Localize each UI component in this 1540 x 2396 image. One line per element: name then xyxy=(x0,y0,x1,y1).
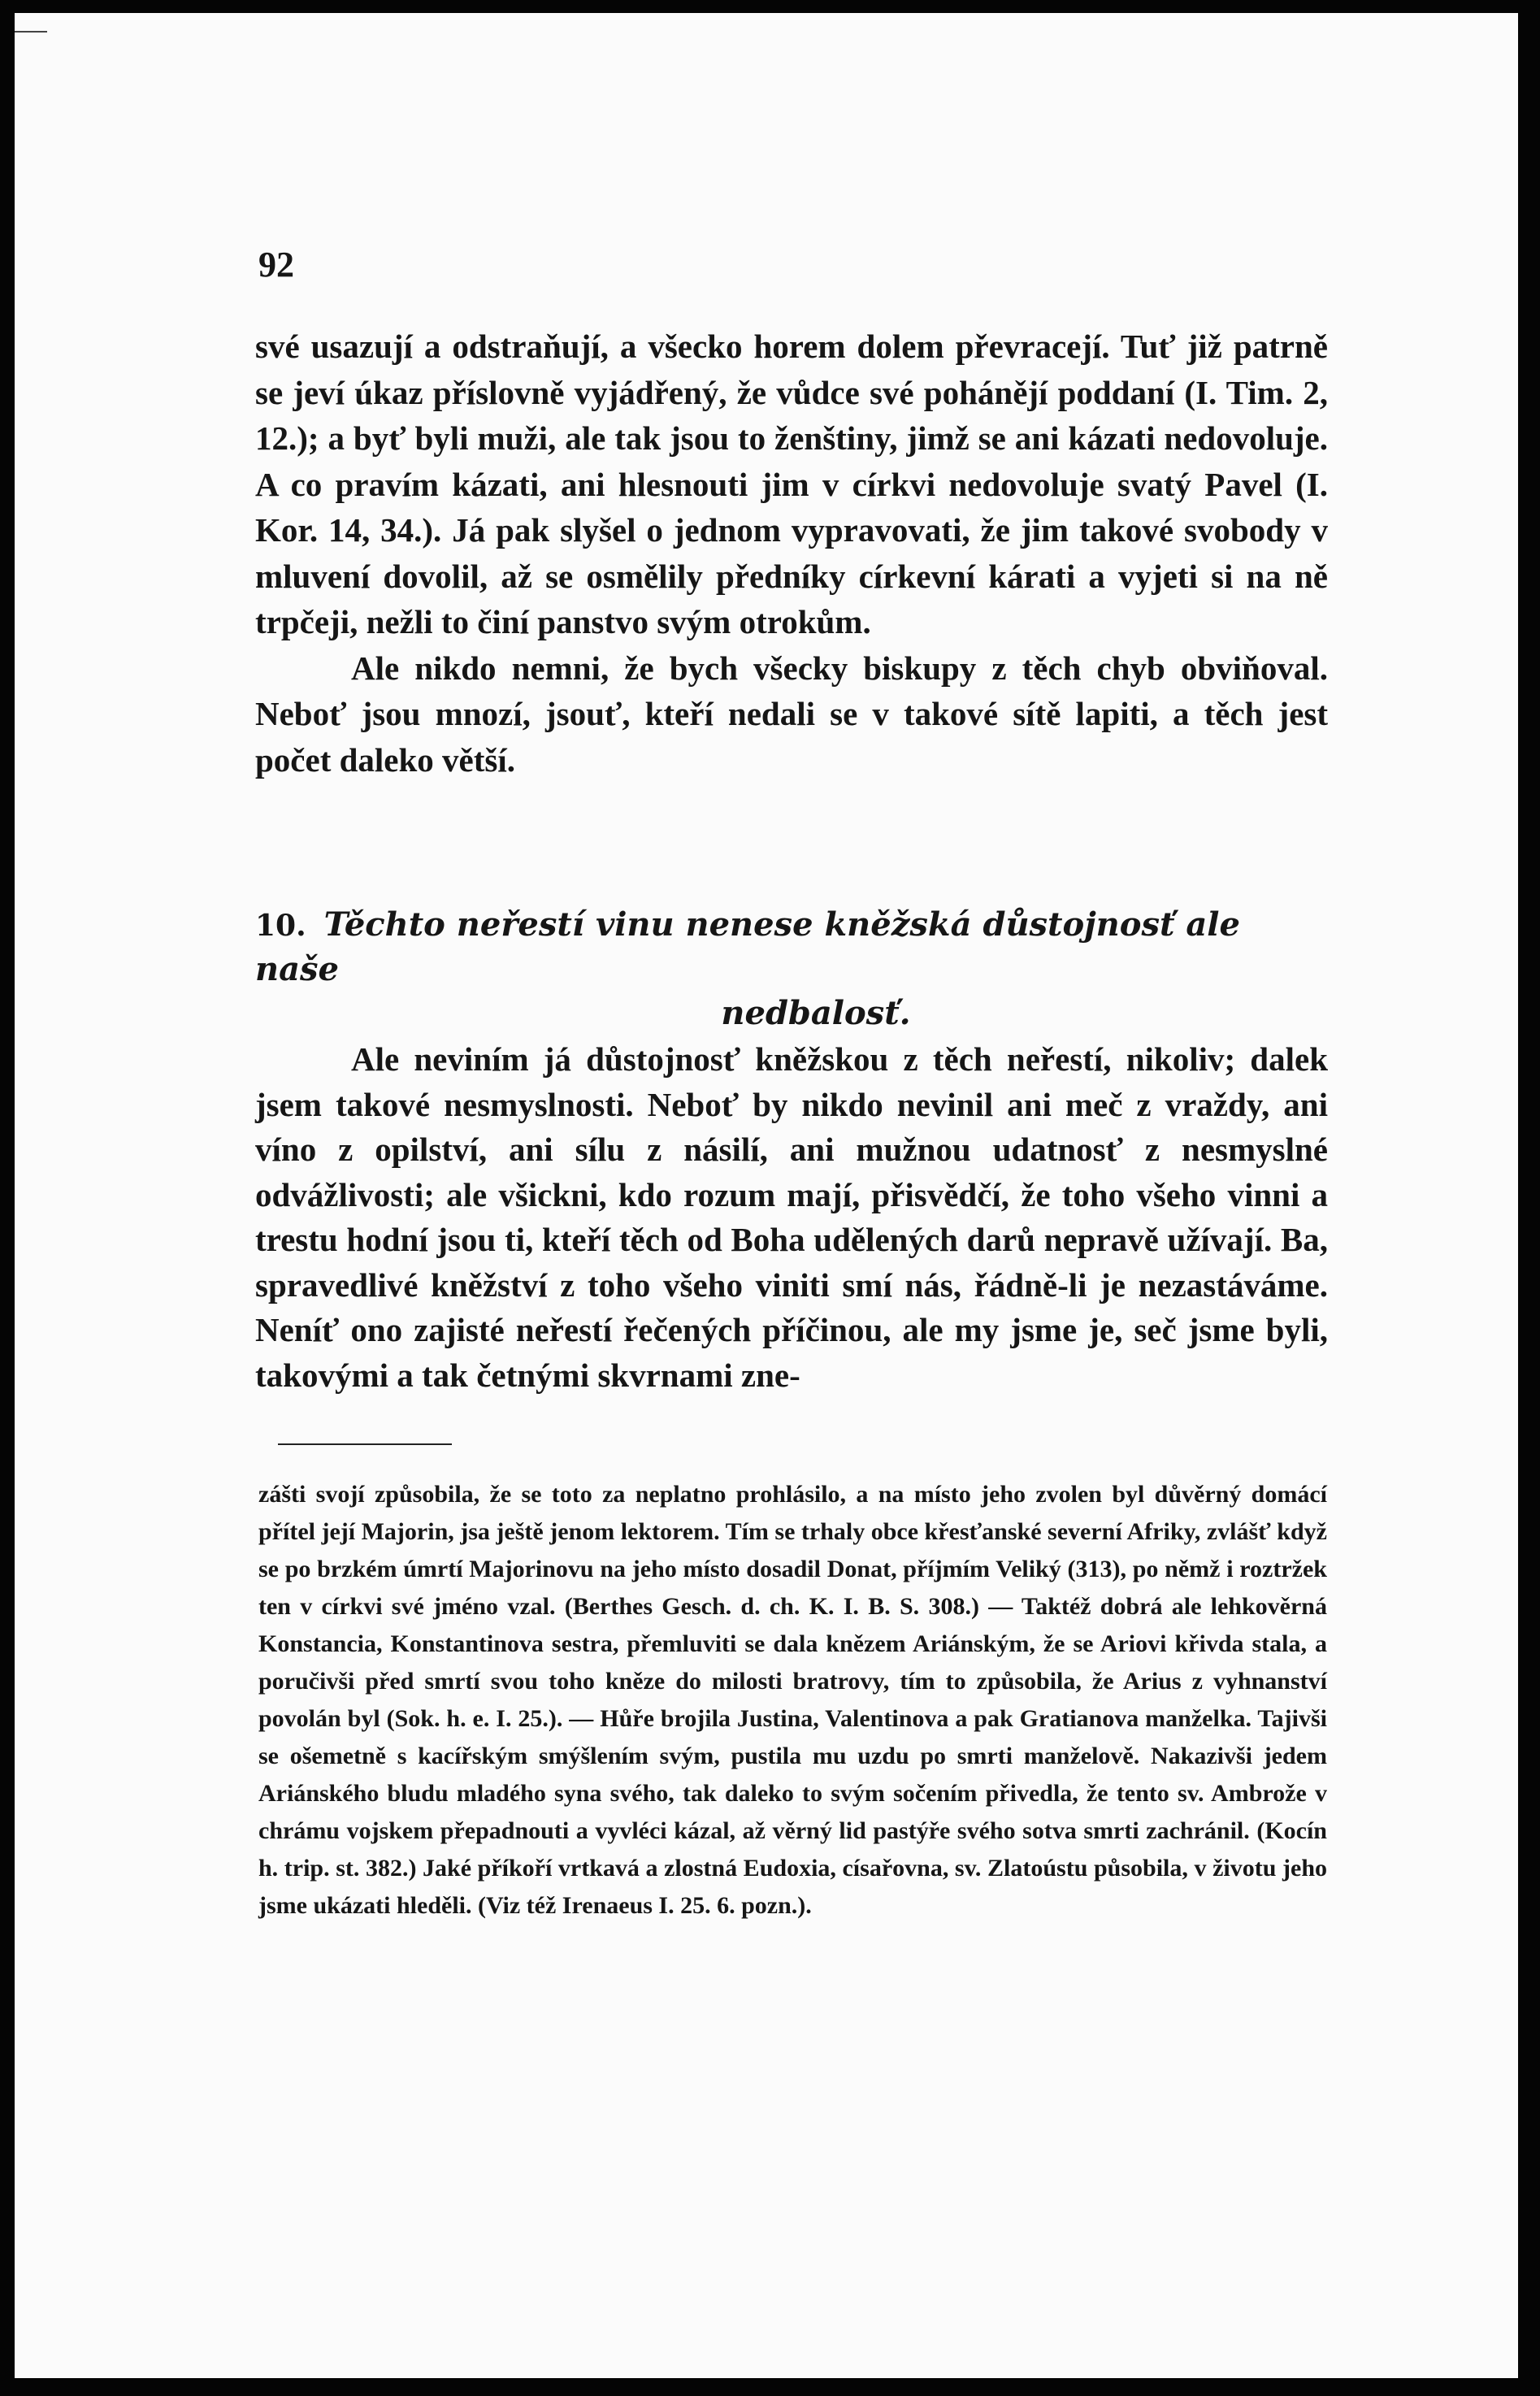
body-text-top xyxy=(255,323,1328,783)
corner-rule xyxy=(15,31,47,33)
paragraph-1: své usazují a odstraňují, a všecko horem dolem převracejí. Tuť již patrně se jeví úkaz příslovně vyjádřený, že vůdce své pohánějí poddaní (I. Tim. 2, 12.); a byť byli muži, ale tak jsou to ženštiny, jimž se ani kázati nedovoluje. A co pravím kázati, ani hlesnouti jim v církvi nedovoluje svatý Pavel (I. Kor. 14, 34.). Já pak slyšel o jednom vypravovati, že jim takové svobody v mluvení dovolil, až se osmělily předníky církevní kárati a vyjeti si na ně trpčeji, nežli to činí panstvo svým otrokům. xyxy=(255,328,1328,640)
page-number: 92 xyxy=(258,245,294,284)
footnote-text: zášti svojí způsobila, že se toto za neplatno prohlásilo, a na místo jeho zvolen byl důvěrný domácí přítel její Majorin, jsa ještě jenom lektorem. Tím se trhaly obce křesťanské severní Afriky, zvlášť když se po brzkém úmrtí Majorinovu na jeho místo dosadil Donat, příjmím Veliký (313), po němž i roztržek ten v církvi své jméno vzal. (Berthes Gesch. d. ch. K. I. B. S. 308.) — Taktéž dobrá ale lehkověrná Konstancia, Konstantinova sestra, přemluviti se dala knězem Ariánským, že se Ariovi křivda stala, a poručivši před smrtí svou toho kněze do milosti bratrovy, tím to způsobila, že Arius z vyhnanství povolán byl (Sok. h. e. I. 25.). — Hůře brojila Justina, Valentinova a pak Gratianova manželka. Tajivši se ošemetně s kacířským smýšlením svým, pustila mu uzdu po smrti manželově. Nakazivši jedem Ariánského bludu mladého syna svého, tak daleko to svým sočením přivedla, že tento sv. Ambrože v chrámu vojskem přepadnouti a vyvléci kázal, až věrný lid pastýře svého sotva smrti zachránil. (Kocín h. trip. st. 382.) Jaké příkoří vrtkavá a zlostná Eudoxia, císařovna, sv. Zlatoústu působila, v životu jeho jsme ukázati hleděli. (Viz též Irenaeus I. 25. 6. pozn.). xyxy=(258,1481,1327,1919)
body-text-bottom xyxy=(255,1037,1328,1398)
book-page xyxy=(15,13,1518,2378)
section-heading xyxy=(255,903,1328,1035)
section-title-line1: Těchto neřestí vinu nenese kněžská důstojnosť ale naše xyxy=(255,905,1240,988)
paragraph-2: Ale nikdo nemni, že bych všecky biskupy z těch chyb obviňoval. Neboť jsou mnozí, jsouť, kteří nedali se v takové sítě lapiti, a těch jest počet daleko větší. xyxy=(255,649,1328,779)
section-title-line2: nedbalosť. xyxy=(721,994,911,1032)
section-number: 10. xyxy=(255,909,306,943)
footnote-separator xyxy=(278,1443,452,1445)
paragraph-3: Ale neviním já důstojnosť kněžskou z těch neřestí, nikoliv; dalek jsem takové nesmyslnosti. Neboť by nikdo nevinil ani meč z vraždy, ani víno z opilství, ani sílu z násilí, ani mužnou udatnosť z nesmyslné odvážlivosti; ale všickni, kdo rozum mají, přisvědčí, že toho všeho vinni a trestu hodní jsou ti, kteří těch od Boha udělených darů nepravě užívají. Ba, spravedlivé kněžství z toho všeho viniti smí nás, řádně-li je nezastáváme. Neníť ono zajisté neřestí řečených příčinou, ale my jsme je, seč jsme byli, takovými a tak četnými skvrnami zne- xyxy=(255,1040,1328,1394)
footnote xyxy=(258,1476,1327,1925)
